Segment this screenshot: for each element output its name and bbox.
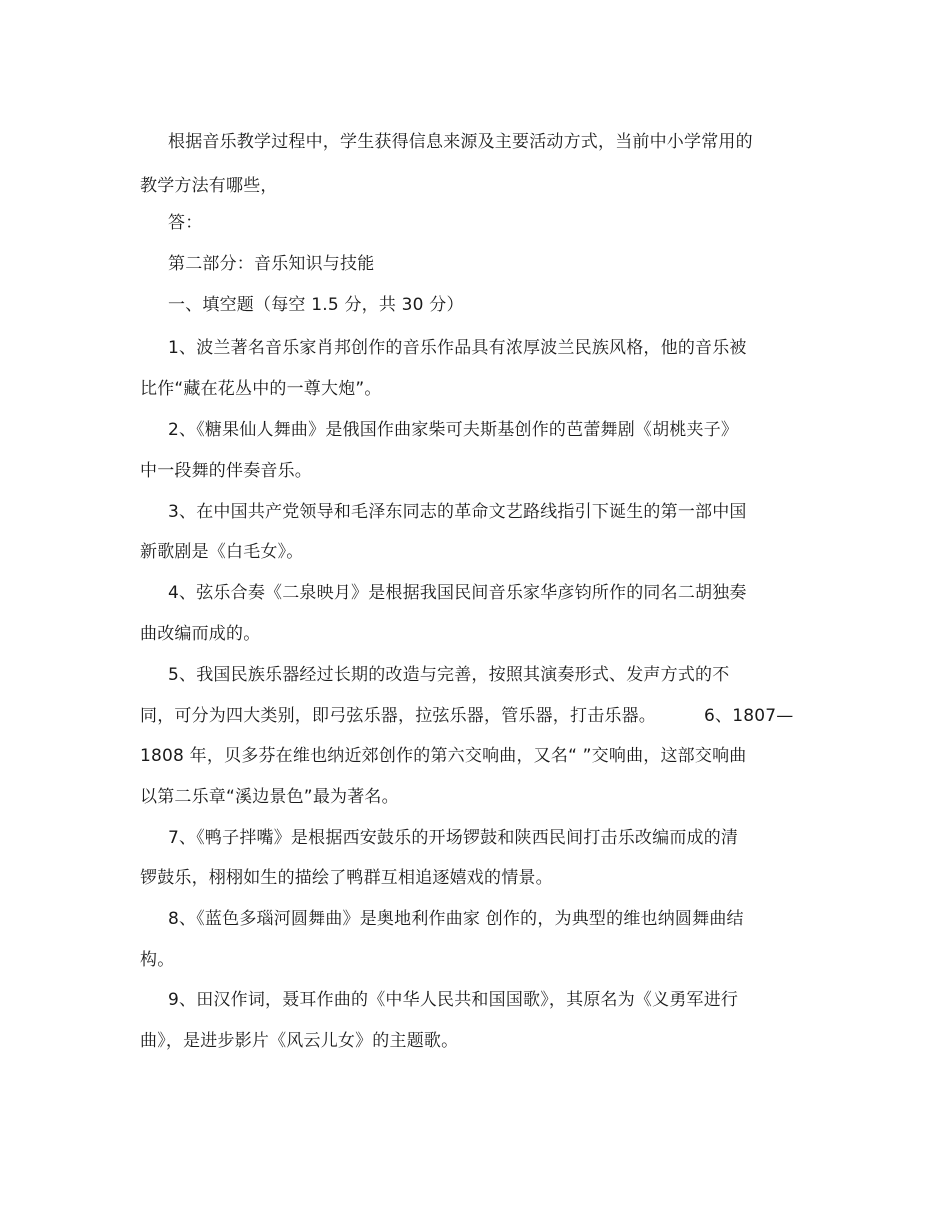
item-3-line-2: 新歌剧是《白毛女》。 [140, 542, 304, 562]
item-1-line-2: 比作“藏在花丛中的一尊大炮”。 [140, 379, 382, 399]
item-4-line-2: 曲改编而成的。 [140, 624, 261, 644]
item-2-line-2: 中一段舞的伴奏音乐。 [140, 461, 312, 481]
paragraph-line-1: 根据音乐教学过程中，学生获得信息来源及主要活动方式，当前中小学常用的 [168, 132, 753, 152]
item-6-start: 6、1807— [704, 706, 794, 726]
paragraph-line-2: 教学方法有哪些， [140, 176, 278, 196]
item-1-line-1: 1、波兰著名音乐家肖邦创作的音乐作品具有浓厚波兰民族风格，他的音乐被 [168, 338, 747, 358]
item-5-line-2: 同，可分为四大类别，即弓弦乐器，拉弦乐器，管乐器，打击乐器。 [140, 706, 656, 726]
item-7-line-1: 7、《鸭子拌嘴》是根据西安鼓乐的开场锣鼓和陕西民间打击乐改编而成的清 [168, 828, 739, 848]
item-9-line-2: 曲》，是进步影片《风云儿女》的主题歌。 [140, 1031, 459, 1051]
item-6-line-3: 以第二乐章“溪边景色”最为著名。 [140, 787, 399, 807]
item-7-line-2: 锣鼓乐，栩栩如生的描绘了鸭群互相追逐嬉戏的情景。 [140, 868, 553, 888]
item-9-line-1: 9、田汉作词，聂耳作曲的《中华人民共和国国歌》，其原名为《义勇军进行 [168, 990, 739, 1010]
answer-label: 答： [168, 213, 203, 233]
section-heading: 第二部分：音乐知识与技能 [168, 254, 375, 274]
item-8-line-1: 8、《蓝色多瑙河圆舞曲》是奥地利作曲家 创作的，为典型的维也纳圆舞曲结 [168, 909, 744, 929]
question-group-heading: 一、填空题（每空 1.5 分，共 30 分） [168, 295, 464, 315]
item-8-line-2: 构。 [140, 950, 175, 970]
item-3-line-1: 3、在中国共产党领导和毛泽东同志的革命文艺路线指引下诞生的第一部中国 [168, 502, 747, 522]
item-6-line-2: 1808 年，贝多芬在维也纳近郊创作的第六交响曲，又名“ ”交响曲，这部交响曲 [140, 746, 747, 766]
item-5-line-1: 5、我国民族乐器经过长期的改造与完善，按照其演奏形式、发声方式的不 [168, 665, 730, 685]
item-4-line-1: 4、弦乐合奏《二泉映月》是根据我国民间音乐家华彦钧所作的同名二胡独奏 [168, 583, 747, 603]
item-2-line-1: 2、《糖果仙人舞曲》是俄国作曲家柴可夫斯基创作的芭蕾舞剧《胡桃夹子》 [168, 420, 739, 440]
